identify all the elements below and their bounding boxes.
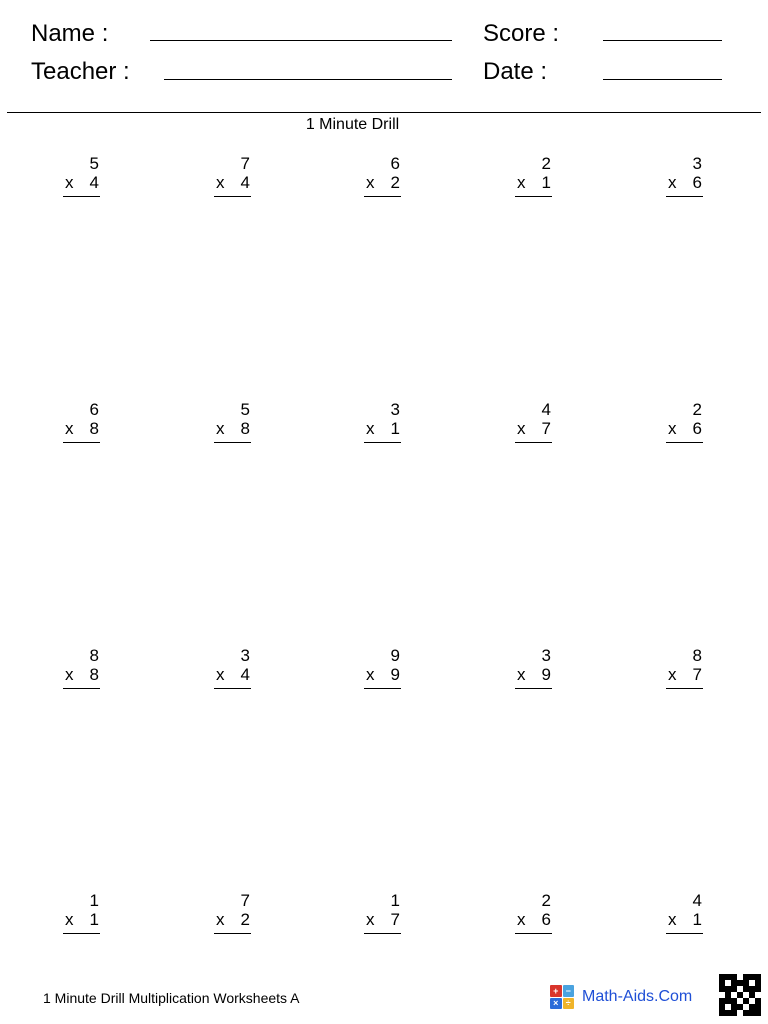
multiplier: 1 [390,419,400,438]
multiplicand: 7 [240,154,250,173]
times-operator: x [517,910,526,929]
multiplicand: 2 [692,400,702,419]
problem [214,647,254,695]
multiplier: 2 [240,910,250,929]
times-operator: x [65,910,74,929]
times-operator: x [668,910,677,929]
multiplicand: 1 [89,891,99,910]
answer-line[interactable] [364,933,401,934]
times-operator: x [65,419,74,438]
times-operator: x [668,665,677,684]
answer-line[interactable] [63,933,100,934]
brand-link[interactable] [550,985,692,1009]
multiplier: 1 [692,910,702,929]
problem [364,647,404,695]
times-operator: x [65,173,74,192]
score-label: Score : [483,20,560,47]
multiplicand: 3 [541,646,551,665]
answer-line[interactable] [666,933,703,934]
answer-line[interactable] [63,196,100,197]
multiplier: 7 [390,910,400,929]
multiplicand: 5 [240,400,250,419]
header-separator [7,112,761,113]
problem [214,155,254,203]
answer-line[interactable] [63,442,100,443]
answer-line[interactable] [515,933,552,934]
times-operator: x [366,910,375,929]
problem [364,892,404,940]
problem [515,155,555,203]
multiplicand: 8 [692,646,702,665]
problem [666,401,706,449]
answer-line[interactable] [214,688,251,689]
answer-line[interactable] [364,196,401,197]
times-operator: x [366,173,375,192]
times-operator: x [216,173,225,192]
multiplicand: 3 [692,154,702,173]
multiplicand: 6 [390,154,400,173]
teacher-field-line[interactable] [164,79,452,80]
worksheet-subtitle: 1 Minute Drill [305,116,400,133]
answer-line[interactable] [364,442,401,443]
multiplier: 4 [240,173,250,192]
brand-name[interactable]: Math-Aids.Com [582,988,693,1005]
answer-line[interactable] [214,196,251,197]
answer-line[interactable] [666,442,703,443]
multiplier: 4 [240,665,250,684]
footer-title: 1 Minute Drill Multiplication Worksheets A [43,990,300,1006]
answer-line[interactable] [63,688,100,689]
times-operator: x [517,419,526,438]
date-field-line[interactable] [603,79,722,80]
problem [666,155,706,203]
times-operator: x [668,173,677,192]
multiplicand: 8 [89,646,99,665]
multiplicand: 9 [390,646,400,665]
problem [515,892,555,940]
problem [364,155,404,203]
multiplier: 9 [541,665,551,684]
times-operator: x [216,419,225,438]
answer-line[interactable] [515,442,552,443]
problem [63,892,103,940]
answer-line[interactable] [214,933,251,934]
answer-line[interactable] [214,442,251,443]
multiplier: 2 [390,173,400,192]
problem [364,401,404,449]
times-operator: x [668,419,677,438]
name-label: Name : [31,20,109,47]
multiplier: 4 [89,173,99,192]
multiplicand: 2 [541,891,551,910]
problem [63,155,103,203]
multiplier: 7 [692,665,702,684]
times-operator: x [65,665,74,684]
multiplicand: 2 [541,154,551,173]
times-operator: x [366,665,375,684]
answer-line[interactable] [666,688,703,689]
times-operator: x [216,910,225,929]
teacher-label: Teacher : [31,58,130,85]
qr-code-icon [719,974,761,1016]
multiplier: 6 [541,910,551,929]
answer-line[interactable] [666,196,703,197]
answer-line[interactable] [364,688,401,689]
times-operator: x [517,665,526,684]
multiplier: 1 [541,173,551,192]
date-label: Date : [483,58,548,85]
multiplier: 1 [89,910,99,929]
problem [214,892,254,940]
multiplier: 7 [541,419,551,438]
answer-line[interactable] [515,196,552,197]
problem [515,401,555,449]
multiplier: 8 [89,665,99,684]
multiplicand: 1 [390,891,400,910]
score-field-line[interactable] [603,40,722,41]
problem [214,401,254,449]
multiplier: 6 [692,419,702,438]
multiplier: 6 [692,173,702,192]
multiplicand: 3 [390,400,400,419]
problem [63,647,103,695]
answer-line[interactable] [515,688,552,689]
problem [666,892,706,940]
multiplicand: 3 [240,646,250,665]
multiplier: 8 [89,419,99,438]
times-operator: x [216,665,225,684]
multiplicand: 4 [692,891,702,910]
calculator-operations-icon: + − × ÷ [550,985,574,1009]
problem [63,401,103,449]
multiplicand: 7 [240,891,250,910]
problem [666,647,706,695]
name-field-line[interactable] [150,40,452,41]
multiplicand: 6 [89,400,99,419]
multiplicand: 5 [89,154,99,173]
times-operator: x [517,173,526,192]
problem [515,647,555,695]
multiplicand: 4 [541,400,551,419]
multiplier: 8 [240,419,250,438]
times-operator: x [366,419,375,438]
multiplier: 9 [390,665,400,684]
